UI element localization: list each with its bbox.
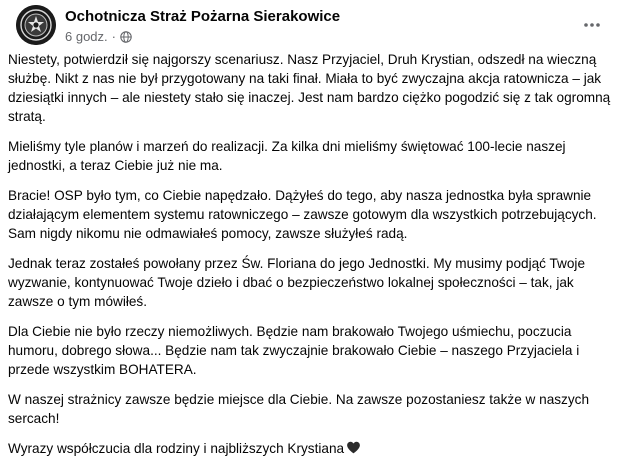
fire-brigade-emblem-icon[interactable]	[16, 5, 56, 45]
post-paragraph-3: Bracie! OSP było tym, co Ciebie napędzało. Dążyłeś do tego, aby nasza jednostka była sprawnie działającym elementem systemu ratowniczego – zawsze gotowym dla wszystkich potrzebujących. Sam nigdy nikomu nie odmawiałeś pomocy, zawsze służyłeś radą.	[8, 188, 597, 241]
post-body	[8, 50, 616, 458]
post-header	[8, 0, 616, 50]
post-paragraph-5: Dla Ciebie nie było rzeczy niemożliwych. Będzie nam brakowało Twojego uśmiechu, poczucia humoru, dobrego słowa... Będzie nam tak zwyczajnie brakowało Ciebie – naszego Przyjaciela i przede wszystkim BOHATERA.	[8, 324, 580, 377]
post-paragraph-1: Niestety, potwierdził się najgorszy scenariusz. Nasz Przyjaciel, Druh Krystian, odszedł na wieczną służbę. Nikt z nas nie był przygotowany na taki finał. Miała to być zwyczajna akcja ratownicza – jak dziesiątki innych – ale niestety stało się inaczej. Jest nam bardzo ciężko pogodzić się z tak ogromną stratą.	[8, 52, 611, 124]
globe-icon	[120, 31, 132, 43]
page-name[interactable]: Ochotnicza Straż Pożarna Sierakowice	[65, 8, 341, 25]
closing-text: Wyrazy współczucia dla rodziny i najbliższych Krystiana	[8, 441, 345, 456]
post-paragraph-4: Jednak teraz zostałeś powołany przez Św. Floriana do jego Jednostki. My musimy podjąć Twoje wyzwanie, kontynuować Twoje dzieło i dbać o bezpieczeństwo lokalnej społeczności – tak, jak zawsze o tym mówiłeś.	[8, 256, 586, 309]
post-paragraph-6: W naszej strażnicy zawsze będzie miejsce dla Ciebie. Na zawsze pozostaniesz także w naszych sercach!	[8, 392, 590, 426]
post-time[interactable]: 6 godz.	[65, 29, 108, 44]
post-paragraph-7	[8, 439, 612, 458]
post-paragraph-2: Mieliśmy tyle planów i marzeń do realizacji. Za kilka dni mieliśmy świętować 100-lecie naszej jednostki, a teraz Ciebie już nie ma.	[8, 139, 566, 173]
meta-separator: ·	[111, 29, 116, 44]
black-heart-icon	[346, 440, 361, 455]
post-meta	[65, 29, 132, 44]
more-horizontal-icon	[582, 15, 602, 35]
more-options-button[interactable]	[576, 9, 608, 41]
